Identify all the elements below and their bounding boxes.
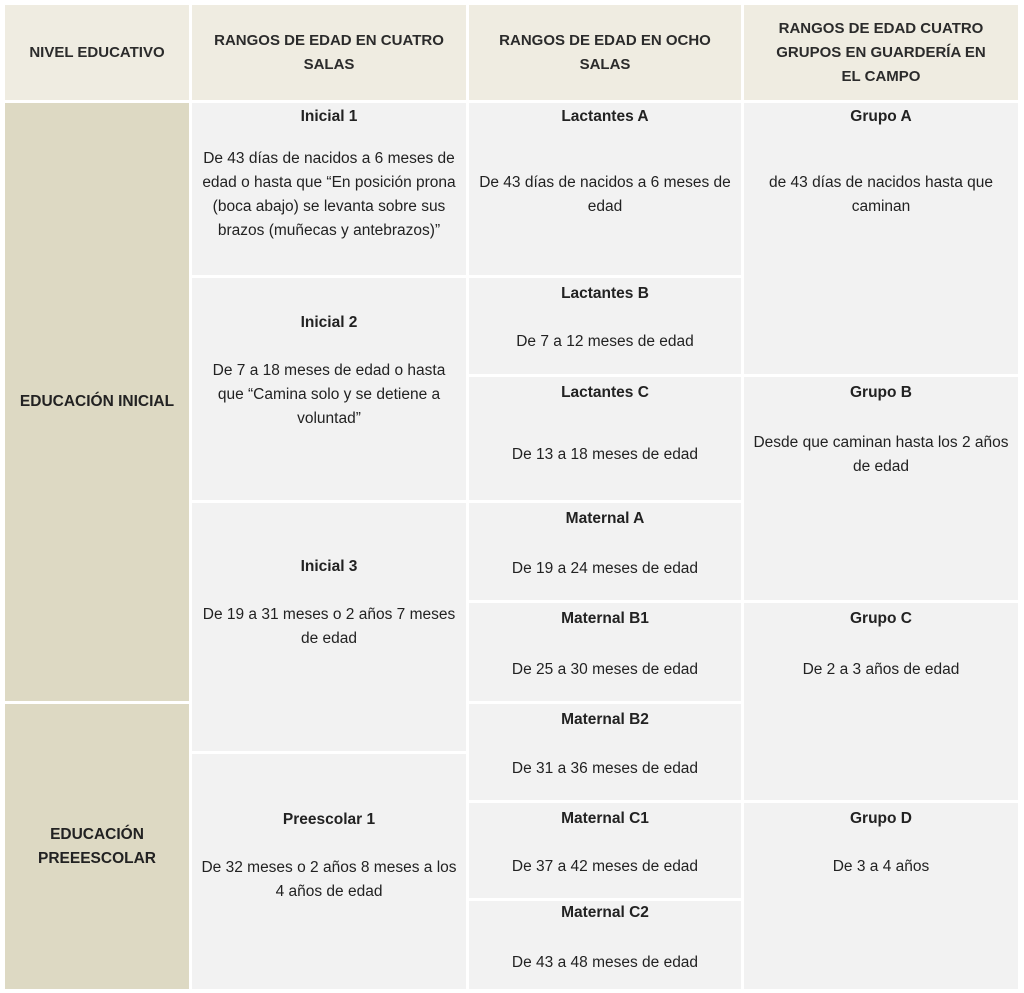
sala-maternal-b2 [469,704,741,800]
sala-desc: De 43 días de nacidos a 6 meses de edad [479,174,731,215]
header-nivel-text: NIVEL EDUCATIVO [29,43,165,61]
sala-lactantes-b [469,278,741,374]
sala-desc: De 13 a 18 meses de edad [511,446,699,463]
sala-title: Lactantes B [561,285,649,302]
level-educacion-preescolar [5,704,189,989]
sala-title: Maternal C1 [561,810,649,827]
sala-desc: De 7 a 12 meses de edad [516,333,694,350]
grupo-title: Grupo D [850,810,912,827]
header-cuatro-salas-text: RANGOS DE EDAD EN CUATRO SALAS [214,31,444,73]
grupo-desc: De 3 a 4 años [832,858,930,875]
header-ocho-salas [469,5,741,100]
sala-preescolar-1 [192,754,466,989]
grupo-a [744,103,1018,374]
sala-desc: De 31 a 36 meses de edad [511,760,699,777]
header-nivel-educativo [5,5,189,100]
sala-desc: De 37 a 42 meses de edad [511,858,699,875]
grupo-title: Grupo A [850,108,912,125]
sala-lactantes-c [469,377,741,500]
header-cuatro-salas [192,5,466,100]
grupo-desc: de 43 días de nacidos hasta que caminan [768,174,994,215]
header-ocho-salas-text: RANGOS DE EDAD EN OCHO SALAS [499,31,711,73]
grupo-c [744,603,1018,800]
sala-desc: De 32 meses o 2 años 8 meses a los 4 años de edad [201,858,457,900]
sala-desc: De 19 a 24 meses de edad [511,560,699,577]
sala-title: Maternal C2 [561,904,649,921]
level-preescolar-text: EDUCACIÓN PREEESCOLAR [38,825,156,867]
sala-desc: De 7 a 18 meses de edad o hasta que “Camina solo y se detiene a voluntad” [212,362,446,427]
header-guarderia-text: RANGOS DE EDAD CUATRO GRUPOS EN GUARDERÍA EN EL CAMPO [776,19,986,85]
sala-desc: De 19 a 31 meses o 2 años 7 meses de edad [202,606,456,647]
sala-title: Maternal B2 [561,711,649,728]
sala-inicial-2 [192,278,466,500]
sala-title: Inicial 1 [300,108,358,125]
sala-lactantes-a [469,103,741,275]
level-educacion-inicial [5,103,189,701]
sala-desc: De 25 a 30 meses de edad [511,661,699,678]
grupo-desc: Desde que caminan hasta los 2 años de edad [753,434,1009,475]
sala-maternal-a [469,503,741,600]
sala-inicial-1 [192,103,466,275]
sala-title: Preescolar 1 [282,810,376,828]
sala-title: Inicial 2 [300,314,358,331]
sala-maternal-b1 [469,603,741,701]
sala-title: Inicial 3 [300,558,358,575]
grupo-desc: De 2 a 3 años de edad [802,661,960,678]
sala-inicial-3 [192,503,466,751]
sala-desc: De 43 días de nacidos a 6 meses de edad o hasta que “En posición prona (boca abajo) se levanta sobre sus brazos (muñecas y antebrazos)” [202,150,456,239]
sala-desc: De 43 a 48 meses de edad [511,954,699,971]
level-inicial-text: EDUCACIÓN INICIAL [19,393,175,410]
grupo-title: Grupo C [850,610,912,627]
sala-title: Lactantes C [561,384,649,401]
grupo-b [744,377,1018,600]
sala-maternal-c1 [469,803,741,898]
sala-title: Lactantes A [561,108,649,125]
sala-title: Maternal A [565,510,645,527]
grupo-title: Grupo B [850,384,912,401]
grupo-d [744,803,1018,989]
sala-title: Maternal B1 [561,610,649,627]
header-guarderia [744,5,1018,100]
sala-maternal-c2 [469,901,741,989]
